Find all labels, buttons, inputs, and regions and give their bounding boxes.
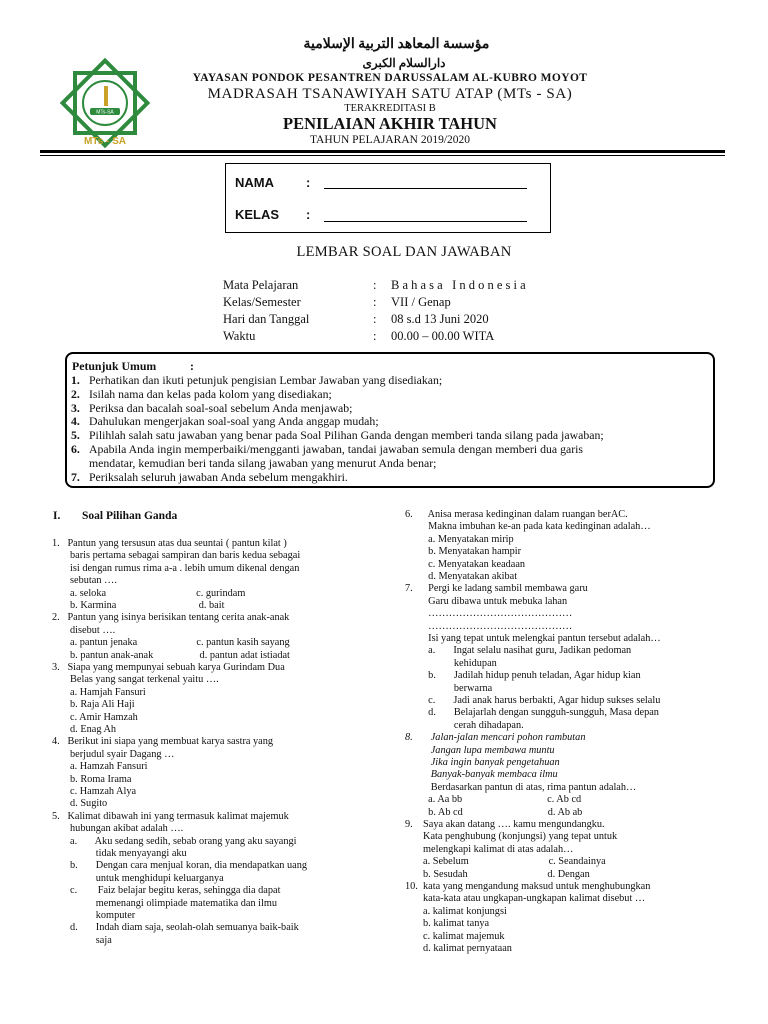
info-value: VII / Genap [391, 295, 451, 309]
question-line: Makna imbuhan ke-an pada kata kedinginan adalah… [405, 521, 651, 533]
instruction-text: Isilah nama dan kelas pada kolom yang disediakan; [89, 387, 332, 401]
question-line: c. Menyatakan keadaan [405, 558, 526, 570]
instruction-num: 4. [71, 414, 80, 428]
question-line: d. Enag Ah [52, 724, 117, 735]
question-line: melengkapi kalimat di atas adalah… [405, 843, 574, 855]
info-label: Hari dan Tanggal [223, 312, 310, 326]
name-label: NAMA [235, 175, 274, 190]
question-line: 7. Pergi ke ladang sambil membawa garu [405, 583, 588, 595]
instruction-text: Pilihlah salah satu jawaban yang benar pada Soal Pilihan Ganda dengan memberi tanda silang pada jawaban; [89, 428, 604, 442]
instruction-text: Periksa dan bacalah soal-soal sebelum Anda menjawab; [89, 401, 353, 415]
question-line: d. Indah diam saja, seolah-olah semuanya baik-baik [52, 922, 299, 934]
info-value: 08 s.d 13 Juni 2020 [391, 312, 489, 326]
question-line: a. Aku sedang sedih, sebab orang yang aku sayangi [52, 835, 297, 847]
question-line: 8. Jalan-jalan mencari pohon rambutan [405, 732, 586, 744]
question-line: a. Ingat selalu nasihat guru, Jadikan pedoman [405, 645, 632, 657]
question-line: disebut …. [52, 624, 116, 636]
question-line: komputer [52, 910, 136, 921]
question-line: b. Dengan cara menjual koran, dia mendapatkan uang [52, 860, 308, 872]
instruction-num: 6. [71, 442, 80, 456]
question-line: c. kalimat majemuk [405, 930, 505, 942]
question-line: tidak menyayangi aku [52, 848, 187, 859]
info-value: B a h a s a I n d o n e s i a [391, 278, 526, 292]
question-line: memenangi olimpiade matematika dan ilmu [52, 897, 278, 909]
question-line: kata-kata atau ungkapan-ungkapan kalimat disebut … [405, 893, 646, 905]
exam-title: PENILAIAN AKHIR TAHUN [283, 114, 497, 133]
instruction-text: Apabila Anda ingin memperbaiki/mengganti jawaban, tandai jawaban semula dengan memberi dua garis [89, 442, 584, 456]
left-question-column [52, 538, 392, 958]
info-sep: : [373, 329, 377, 343]
foundation-name: YAYASAN PONDOK PESANTREN DARUSSALAM AL-KUBRO MOYOT [192, 72, 588, 84]
question-line: Belas yang sangat terkenal yaitu …. [52, 674, 219, 686]
question-line: Kata penghubung (konjungsi) yang tepat untuk [405, 831, 618, 843]
question-line: sebutan …. [52, 575, 117, 587]
section-number: I. [53, 510, 61, 522]
instruction-num: 2. [71, 387, 80, 401]
question-line: a. pantun jenaka c. pantun kasih sayang [52, 637, 290, 649]
instruction-text: Periksalah seluruh jawaban Anda sebelum mengakhiri. [89, 470, 348, 484]
question-line: a. Hamjah Fansuri [52, 686, 146, 698]
info-label: Mata Pelajaran [223, 278, 299, 292]
class-label: KELAS [235, 207, 280, 222]
question-line: b. Jadilah hidup penuh teladan, Agar hidup kian [405, 670, 641, 682]
question-line: a. seloka c. gurindam [52, 587, 246, 599]
arabic-school-name: دارالسلام الكبرى [362, 56, 446, 70]
question-line: c. Hamzah Alya [52, 786, 137, 797]
question-line: b. Karmina d. bait [52, 600, 225, 611]
question-line: 3. Siapa yang mempunyai sebuah karya Gurindam Dua [52, 662, 285, 673]
question-line: isi dengan rumus rima a-a . lebih umum dikenal dengan [52, 562, 300, 574]
question-line: …………………………………… [405, 620, 573, 632]
question-line: Jika ingin banyak pengetahuan [405, 757, 560, 768]
question-line: 1. Pantun yang tersusun atas dua seuntai ( pantun kilat ) [52, 538, 287, 549]
question-line: b. Roma Irama [52, 773, 132, 785]
instruction-text: Perhatikan dan ikuti petunjuk pengisian Lembar Jawaban yang disediakan; [89, 373, 443, 387]
info-label: Kelas/Semester [223, 295, 301, 309]
question-line: b. Ab cd d. Ab ab [405, 806, 583, 818]
info-value: 00.00 – 00.00 WITA [391, 329, 495, 343]
question-line: baris pertama sebagai sampiran dan baris kedua sebagai [52, 550, 301, 562]
question-line: 5. Kalimat dibawah ini yang termasuk kalimat majemuk [52, 810, 289, 822]
instruction-text: Dahulukan mengerjakan soal-soal yang Anda anggap mudah; [89, 414, 379, 428]
question-line: b. Menyatakan hampir [405, 546, 522, 558]
accreditation: TERAKREDITASI B [344, 103, 436, 114]
logo-text: MTs - SA [83, 136, 127, 147]
question-line: c. Faiz belajar begitu keras, sehingga dia dapat [52, 885, 281, 897]
question-line: 4. Berikut ini siapa yang membuat karya sastra yang [52, 736, 274, 748]
student-identity-box [225, 163, 551, 233]
name-colon: : [306, 175, 311, 190]
instruction-text-cont: mendatar, kemudian beri tanda silang jawaban yang menurut Anda benar; [89, 456, 437, 470]
question-line: saja [52, 934, 112, 946]
question-line: d. Menyatakan akibat [405, 571, 518, 582]
question-line: a. Hamzah Fansuri [52, 761, 148, 773]
question-line: c. Jadi anak harus berbakti, Agar hidup sukses selalu [405, 695, 661, 706]
question-line: …………………………………… [405, 608, 573, 620]
arabic-foundation-name: مؤسسة المعاهد التربية الإسلامية [303, 37, 490, 52]
question-line: d. kalimat pernyataan [405, 943, 512, 954]
class-field[interactable] [324, 221, 527, 222]
info-sep: : [373, 295, 377, 309]
instructions-colon: : [190, 359, 194, 373]
instructions-box [65, 352, 715, 488]
question-line: kehidupan [405, 657, 497, 669]
header-divider-thick [40, 150, 725, 153]
question-line: a. Menyatakan mirip [405, 533, 514, 545]
instruction-num: 5. [71, 428, 80, 442]
question-line: a. kalimat konjungsi [405, 905, 507, 917]
info-label: Waktu [223, 329, 256, 343]
question-line: untuk menghidupi keluarganya [52, 872, 224, 884]
question-line: b. Sesudah d. Dengan [405, 868, 590, 880]
question-line: a. Aa bb c. Ab cd [405, 794, 582, 806]
info-sep: : [373, 312, 377, 326]
question-line: berjudul syair Dagang … [52, 748, 175, 760]
section-title: Soal Pilihan Ganda [82, 510, 178, 522]
question-line: 2. Pantun yang isinya berisikan tentang cerita anak-anak [52, 612, 290, 624]
question-line: c. Amir Hamzah [52, 711, 138, 723]
instruction-num: 1. [71, 373, 80, 387]
question-line: d. Belajarlah dengan sungguh-sungguh, Masa depan [405, 707, 659, 719]
question-line: a. Sebelum c. Seandainya [405, 856, 606, 868]
info-sep: : [373, 278, 377, 292]
question-line: b. Raja Ali Haji [52, 699, 135, 711]
question-line: 6. Anisa merasa kedinginan dalam ruangan berAC. [405, 509, 628, 520]
question-line: hubungan akibat adalah …. [52, 823, 184, 835]
question-line: 10. kata yang mengandung maksud untuk menghubungkan [405, 881, 651, 892]
sheet-title: LEMBAR SOAL DAN JAWABAN [296, 244, 512, 260]
school-name: MADRASAH TSANAWIYAH SATU ATAP (MTs - SA) [207, 86, 573, 102]
logo-badge-text: MTs-SA [96, 109, 114, 116]
question-line: b. kalimat tanya [405, 918, 490, 930]
question-line: 9. Saya akan datang …. kamu mengundangku. [405, 819, 605, 830]
question-line: berwarna [405, 682, 493, 694]
question-line: Banyak-banyak membaca ilmu [405, 769, 558, 781]
question-line: Jangan lupa membawa muntu [405, 744, 555, 756]
question-line: Isi yang tepat untuk melengkai pantun tersebut adalah… [405, 633, 661, 644]
instructions-title: Petunjuk Umum [72, 359, 157, 373]
class-colon: : [306, 207, 311, 222]
question-line: Garu dibawa untuk mebuka lahan [405, 595, 568, 607]
name-field[interactable] [324, 188, 527, 189]
question-line: Berdasarkan pantun di atas, rima pantun adalah… [405, 781, 637, 793]
header-divider-thin [40, 155, 725, 156]
question-line: d. Sugito [52, 798, 108, 810]
instruction-num: 7. [71, 470, 80, 484]
question-line: b. pantun anak-anak d. pantun adat istiadat [52, 649, 290, 661]
instruction-num: 3. [71, 401, 80, 415]
right-question-column [405, 509, 745, 974]
question-line: cerah dihadapan. [405, 719, 524, 731]
academic-year: TAHUN PELAJARAN 2019/2020 [309, 134, 471, 146]
